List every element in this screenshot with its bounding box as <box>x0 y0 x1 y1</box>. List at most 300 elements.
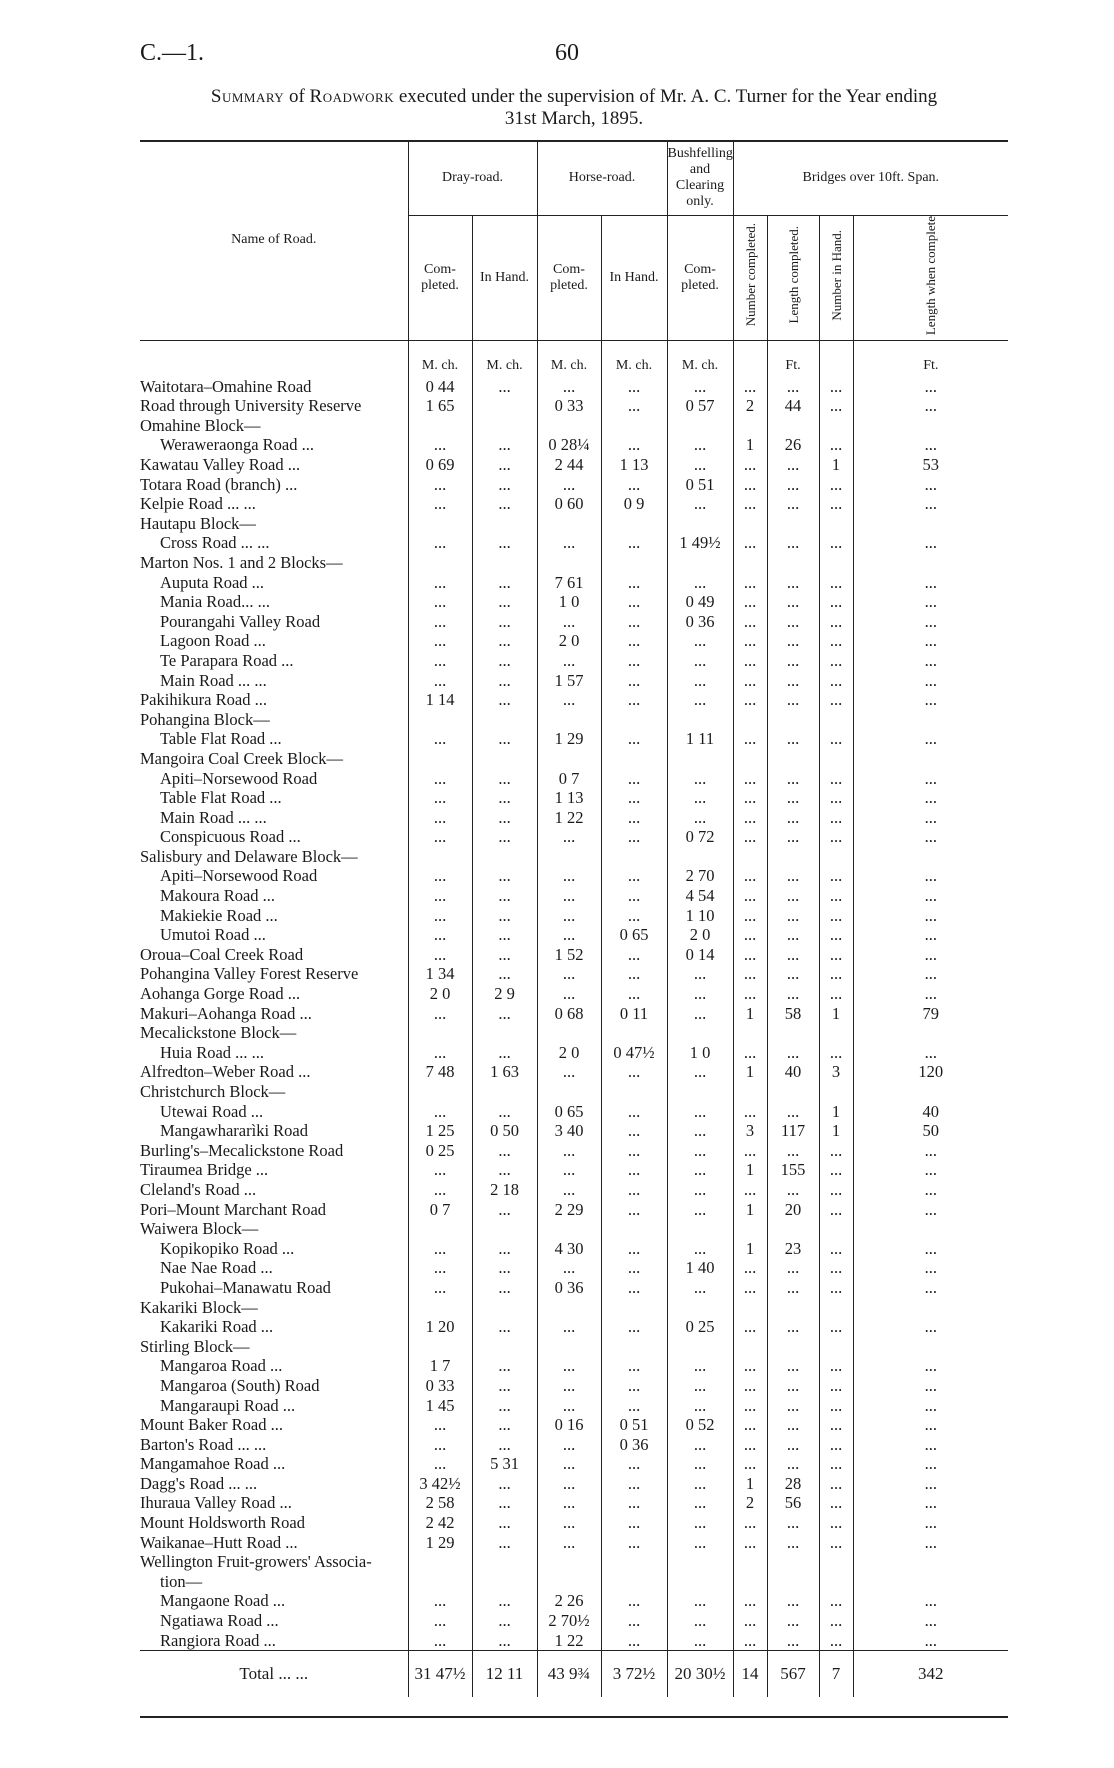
table-cell: ... <box>819 1180 853 1200</box>
table-cell <box>733 1572 767 1592</box>
table-cell: ... <box>408 573 472 593</box>
table-row <box>140 475 1008 495</box>
table-cell <box>408 1337 472 1357</box>
table-cell: ... <box>767 573 819 593</box>
table-cell: ... <box>853 1591 1008 1611</box>
table-cell: ... <box>537 1141 601 1161</box>
table-cell: ... <box>733 827 767 847</box>
table-cell <box>733 514 767 534</box>
table-cell: ... <box>733 1376 767 1396</box>
table-cell <box>853 1082 1008 1102</box>
table-row <box>140 906 1008 926</box>
road-name: Dagg's Road ... ... <box>140 1473 258 1493</box>
table-cell: ... <box>767 631 819 651</box>
table-cell: ... <box>472 1043 537 1063</box>
table-row <box>140 1298 1008 1318</box>
table-row <box>140 866 1008 886</box>
table-cell: ... <box>819 906 853 926</box>
road-name: Apiti–Norsewood Road <box>160 768 318 788</box>
table-cell: ... <box>819 1611 853 1631</box>
table-cell <box>767 416 819 436</box>
header-bush-completed: Com-pleted. <box>667 215 733 340</box>
units-cell: Ft. <box>767 340 819 377</box>
table-cell: 7 61 <box>537 573 601 593</box>
table-cell: 0 14 <box>667 945 733 965</box>
table-cell <box>408 749 472 769</box>
table-cell: 58 <box>767 1004 819 1024</box>
total-cell: 3 72½ <box>601 1651 667 1698</box>
table-cell: ... <box>472 1141 537 1161</box>
table-cell: ... <box>767 671 819 691</box>
table-cell: ... <box>472 533 537 553</box>
table-cell: ... <box>408 729 472 749</box>
table-cell <box>767 1337 819 1357</box>
table-cell: ... <box>853 1493 1008 1513</box>
table-row <box>140 651 1008 671</box>
table-cell: ... <box>819 1141 853 1161</box>
table-cell <box>819 1298 853 1318</box>
table-cell: ... <box>601 1533 667 1553</box>
table-cell: 2 26 <box>537 1591 601 1611</box>
table-cell: ... <box>472 435 537 455</box>
table-cell: ... <box>733 1258 767 1278</box>
table-cell: 0 51 <box>601 1415 667 1435</box>
road-name: Hautapu Block— <box>140 513 256 533</box>
table-cell: 1 <box>733 435 767 455</box>
table-row <box>140 729 1008 749</box>
table-cell: ... <box>767 612 819 632</box>
table-cell: ... <box>472 690 537 710</box>
table-cell: ... <box>537 475 601 495</box>
table-cell: ... <box>733 377 767 397</box>
table-cell <box>733 1219 767 1239</box>
table-cell <box>853 1298 1008 1318</box>
table-cell: ... <box>819 1356 853 1376</box>
table-cell: 1 0 <box>537 592 601 612</box>
table-cell: 1 34 <box>408 964 472 984</box>
units-cell: M. ch. <box>472 340 537 377</box>
table-cell: ... <box>733 533 767 553</box>
table-cell: ... <box>733 631 767 651</box>
table-cell: 0 44 <box>408 377 472 397</box>
table-cell: ... <box>472 925 537 945</box>
road-name: Kawatau Valley Road ... <box>140 455 301 475</box>
table-cell: 1 65 <box>408 396 472 416</box>
table-cell: ... <box>667 651 733 671</box>
table-cell <box>408 847 472 867</box>
table-cell <box>408 710 472 730</box>
table-cell: ... <box>601 1102 667 1122</box>
table-cell <box>408 1552 472 1572</box>
table-cell: 1 49½ <box>667 533 733 553</box>
table-cell: ... <box>472 1004 537 1024</box>
table-cell: 120 <box>853 1062 1008 1082</box>
table-cell <box>667 514 733 534</box>
table-cell: 0 51 <box>667 475 733 495</box>
table-cell: ... <box>853 1278 1008 1298</box>
table-cell: ... <box>601 1141 667 1161</box>
table-cell: ... <box>767 1533 819 1553</box>
table-cell <box>601 1219 667 1239</box>
units-cell: M. ch. <box>537 340 601 377</box>
table-cell: ... <box>733 1317 767 1337</box>
road-name: Road through University Reserve <box>140 396 362 416</box>
table-cell: ... <box>819 769 853 789</box>
table-cell: ... <box>853 1631 1008 1651</box>
units-cell: M. ch. <box>601 340 667 377</box>
table-cell: ... <box>853 945 1008 965</box>
table-cell: ... <box>853 1043 1008 1063</box>
table-cell: 0 11 <box>601 1004 667 1024</box>
table-cell <box>733 1337 767 1357</box>
table-cell <box>819 1082 853 1102</box>
table-cell: 2 0 <box>537 631 601 651</box>
table-cell <box>853 553 1008 573</box>
road-name: Mania Road... ... <box>160 592 270 612</box>
table-cell: ... <box>667 1493 733 1513</box>
table-cell: ... <box>819 1513 853 1533</box>
total-cell: 20 30½ <box>667 1651 733 1698</box>
table-cell: ... <box>601 475 667 495</box>
table-cell: 0 72 <box>667 827 733 847</box>
table-cell: ... <box>472 827 537 847</box>
table-cell: ... <box>537 827 601 847</box>
table-cell <box>537 553 601 573</box>
road-name: Pakihikura Road ... <box>140 690 267 710</box>
road-name: Rangiora Road ... <box>160 1630 276 1650</box>
table-cell: ... <box>601 1062 667 1082</box>
table-cell <box>537 749 601 769</box>
table-cell <box>667 416 733 436</box>
table-cell: 1 57 <box>537 671 601 691</box>
table-cell: ... <box>853 866 1008 886</box>
table-cell: ... <box>667 631 733 651</box>
table-cell: 0 9 <box>601 494 667 514</box>
table-cell: 0 52 <box>667 1415 733 1435</box>
table-row <box>140 1180 1008 1200</box>
table-cell: ... <box>472 1258 537 1278</box>
table-cell: 3 <box>733 1121 767 1141</box>
table-cell: ... <box>733 475 767 495</box>
table-cell: ... <box>537 1474 601 1494</box>
table-cell: ... <box>733 769 767 789</box>
table-cell <box>733 749 767 769</box>
road-name: Marton Nos. 1 and 2 Blocks— <box>140 552 343 572</box>
table-cell: ... <box>408 1004 472 1024</box>
table-cell: ... <box>537 866 601 886</box>
table-cell: 53 <box>853 455 1008 475</box>
table-cell: ... <box>601 1356 667 1376</box>
table-cell <box>819 1219 853 1239</box>
table-cell: 1 <box>819 1121 853 1141</box>
table-cell: 2 29 <box>537 1200 601 1220</box>
table-cell: ... <box>819 1396 853 1416</box>
table-cell: ... <box>472 1435 537 1455</box>
table-cell: 0 36 <box>537 1278 601 1298</box>
table-cell: 1 <box>819 1102 853 1122</box>
table-cell: ... <box>767 1180 819 1200</box>
table-cell: 0 50 <box>472 1121 537 1141</box>
table-cell: 0 28¼ <box>537 435 601 455</box>
table-cell: ... <box>819 729 853 749</box>
table-cell: ... <box>819 475 853 495</box>
table-cell: 1 <box>733 1239 767 1259</box>
road-name: Makoura Road ... <box>160 886 276 906</box>
table-cell: 79 <box>853 1004 1008 1024</box>
table-cell: ... <box>819 377 853 397</box>
table-cell: ... <box>767 533 819 553</box>
table-cell: 1 22 <box>537 808 601 828</box>
table-cell: ... <box>408 1611 472 1631</box>
table-cell: ... <box>853 1396 1008 1416</box>
total-cell: 342 <box>853 1651 1008 1698</box>
table-row <box>140 455 1008 475</box>
table-cell: ... <box>537 1533 601 1553</box>
table-cell: ... <box>733 1180 767 1200</box>
road-name: Waiwera Block— <box>140 1219 259 1239</box>
table-cell <box>537 1337 601 1357</box>
table-cell: ... <box>733 866 767 886</box>
table-cell: ... <box>537 533 601 553</box>
table-cell: 0 36 <box>601 1435 667 1455</box>
table-cell: ... <box>537 1396 601 1416</box>
road-name: Pourangahi Valley Road <box>160 611 321 631</box>
table-cell <box>767 514 819 534</box>
total-row <box>140 1651 1008 1698</box>
table-cell: ... <box>472 964 537 984</box>
table-cell: ... <box>733 1513 767 1533</box>
table-cell: ... <box>667 1062 733 1082</box>
table-cell: ... <box>537 1513 601 1533</box>
table-row <box>140 945 1008 965</box>
caption-summary: Summary <box>210 86 285 107</box>
table-cell: ... <box>408 1454 472 1474</box>
table-row <box>140 808 1008 828</box>
table-cell <box>601 1552 667 1572</box>
table-row <box>140 1415 1008 1435</box>
table-row <box>140 1376 1008 1396</box>
table-cell <box>472 1082 537 1102</box>
road-name: Huia Road ... ... <box>160 1042 265 1062</box>
table-cell: ... <box>853 690 1008 710</box>
road-name: Barton's Road ... ... <box>140 1434 267 1454</box>
table-cell: ... <box>733 1141 767 1161</box>
table-cell: ... <box>819 1493 853 1513</box>
table-cell: ... <box>601 1591 667 1611</box>
table-cell: ... <box>853 1474 1008 1494</box>
table-cell <box>819 710 853 730</box>
table-cell <box>819 553 853 573</box>
table-cell: ... <box>853 729 1008 749</box>
table-row <box>140 631 1008 651</box>
table-cell <box>472 416 537 436</box>
table-cell: ... <box>819 1043 853 1063</box>
table-cell: ... <box>472 1200 537 1220</box>
table-cell: ... <box>601 1376 667 1396</box>
table-row <box>140 1317 1008 1337</box>
table-cell: ... <box>767 1396 819 1416</box>
table-cell: ... <box>472 866 537 886</box>
table-cell: 1 <box>733 1200 767 1220</box>
table-cell <box>601 749 667 769</box>
table-cell: ... <box>601 1180 667 1200</box>
table-cell: ... <box>767 808 819 828</box>
table-cell <box>853 1337 1008 1357</box>
table-cell: 0 36 <box>667 612 733 632</box>
table-cell: 0 33 <box>537 396 601 416</box>
table-cell <box>408 553 472 573</box>
table-cell: ... <box>601 1396 667 1416</box>
table-cell: ... <box>819 945 853 965</box>
table-cell: ... <box>819 886 853 906</box>
header-bushfelling: Bushfelling and Clearing only. <box>667 141 733 215</box>
table-row <box>140 1572 1008 1592</box>
table-cell <box>733 710 767 730</box>
road-name: Kakariki Road ... <box>160 1317 274 1337</box>
table-cell <box>853 710 1008 730</box>
road-name: Utewai Road ... <box>160 1101 264 1121</box>
table-cell: 0 57 <box>667 396 733 416</box>
table-cell <box>667 1552 733 1572</box>
table-cell: ... <box>853 1376 1008 1396</box>
table-cell: ... <box>767 1278 819 1298</box>
table-cell: ... <box>408 925 472 945</box>
table-cell: ... <box>667 1376 733 1396</box>
table-cell: ... <box>472 1317 537 1337</box>
table-cell: ... <box>853 1513 1008 1533</box>
header-length-when-complete: Length when complete <box>923 215 939 335</box>
table-cell: ... <box>667 1004 733 1024</box>
table-cell: ... <box>853 964 1008 984</box>
header-name-of-road: Name of Road. <box>140 141 408 340</box>
table-cell <box>667 749 733 769</box>
table-cell <box>408 1219 472 1239</box>
road-name: Oroua–Coal Creek Road <box>140 944 304 964</box>
table-cell <box>733 1023 767 1043</box>
total-cell: 12 11 <box>472 1651 537 1698</box>
table-cell: 28 <box>767 1474 819 1494</box>
table-cell <box>537 1023 601 1043</box>
table-cell: ... <box>733 729 767 749</box>
table-cell: ... <box>853 925 1008 945</box>
table-cell: ... <box>472 788 537 808</box>
table-cell <box>767 847 819 867</box>
road-name: Apiti–Norsewood Road <box>160 866 318 886</box>
road-name: Main Road ... ... <box>160 807 267 827</box>
table-cell: ... <box>472 1591 537 1611</box>
table-cell: ... <box>537 1493 601 1513</box>
table-cell <box>601 553 667 573</box>
table-cell: ... <box>853 1239 1008 1259</box>
table-cell: 1 52 <box>537 945 601 965</box>
table-cell: 2 70 <box>667 866 733 886</box>
road-name: Totara Road (branch) ... <box>140 474 298 494</box>
table-cell: ... <box>472 1415 537 1435</box>
table-body <box>140 340 1008 1697</box>
table-row <box>140 494 1008 514</box>
table-row <box>140 416 1008 436</box>
page-number: 60 <box>555 40 579 66</box>
table-cell: ... <box>667 1611 733 1631</box>
table-cell: ... <box>853 1454 1008 1474</box>
header-bridges: Bridges over 10ft. Span. <box>733 141 1008 215</box>
table-cell <box>537 1572 601 1592</box>
table-cell: ... <box>667 1239 733 1259</box>
road-name: Mangamahoe Road ... <box>140 1454 286 1474</box>
table-cell: ... <box>853 808 1008 828</box>
table-cell: 2 <box>733 1493 767 1513</box>
table-cell: ... <box>472 729 537 749</box>
header-dray-completed: Com-pleted. <box>408 215 472 340</box>
units-name-cell <box>140 340 408 377</box>
table-cell: ... <box>408 1415 472 1435</box>
table-cell: ... <box>472 1631 537 1651</box>
table-cell <box>472 1572 537 1592</box>
table-cell <box>472 1552 537 1572</box>
table-row <box>140 925 1008 945</box>
table-row <box>140 1474 1008 1494</box>
table-cell: ... <box>667 788 733 808</box>
table-cell: ... <box>667 1141 733 1161</box>
table-cell: ... <box>601 435 667 455</box>
table-cell: ... <box>408 1239 472 1259</box>
table-cell: 1 13 <box>537 788 601 808</box>
table-cell: 2 0 <box>537 1043 601 1063</box>
table-row <box>140 1082 1008 1102</box>
table-cell <box>853 749 1008 769</box>
table-cell <box>601 710 667 730</box>
table-cell: ... <box>472 651 537 671</box>
table-cell: ... <box>667 808 733 828</box>
table-cell: ... <box>767 1631 819 1651</box>
table-cell: ... <box>767 1258 819 1278</box>
table-cell: ... <box>767 651 819 671</box>
table-cell: ... <box>601 964 667 984</box>
table-cell: 1 40 <box>667 1258 733 1278</box>
table-cell: ... <box>819 1591 853 1611</box>
table-cell: ... <box>667 1454 733 1474</box>
table-row <box>140 1023 1008 1043</box>
table-cell: ... <box>601 377 667 397</box>
units-cell <box>819 340 853 377</box>
table-cell: ... <box>819 435 853 455</box>
table-cell <box>601 416 667 436</box>
units-cell: M. ch. <box>408 340 472 377</box>
table-cell: ... <box>853 906 1008 926</box>
table-cell: ... <box>667 1591 733 1611</box>
table-cell <box>472 847 537 867</box>
table-cell: ... <box>733 494 767 514</box>
road-name: Auputa Road ... <box>160 572 265 592</box>
table-cell: ... <box>537 612 601 632</box>
table-cell: ... <box>853 1415 1008 1435</box>
table-cell: ... <box>767 906 819 926</box>
table-cell: 1 <box>733 1062 767 1082</box>
table-cell: ... <box>472 455 537 475</box>
table-cell: ... <box>601 1631 667 1651</box>
total-cell: 31 47½ <box>408 1651 472 1698</box>
table-cell: ... <box>537 1454 601 1474</box>
table-cell: ... <box>667 573 733 593</box>
road-name: Makiekie Road ... <box>160 905 278 925</box>
table-cell: ... <box>601 396 667 416</box>
header-horse-in-hand: In Hand. <box>601 215 667 340</box>
total-label: Total ... ... <box>140 1651 408 1698</box>
table-cell: ... <box>767 592 819 612</box>
table-cell: ... <box>667 377 733 397</box>
table-cell <box>733 1298 767 1318</box>
table-cell: ... <box>601 906 667 926</box>
